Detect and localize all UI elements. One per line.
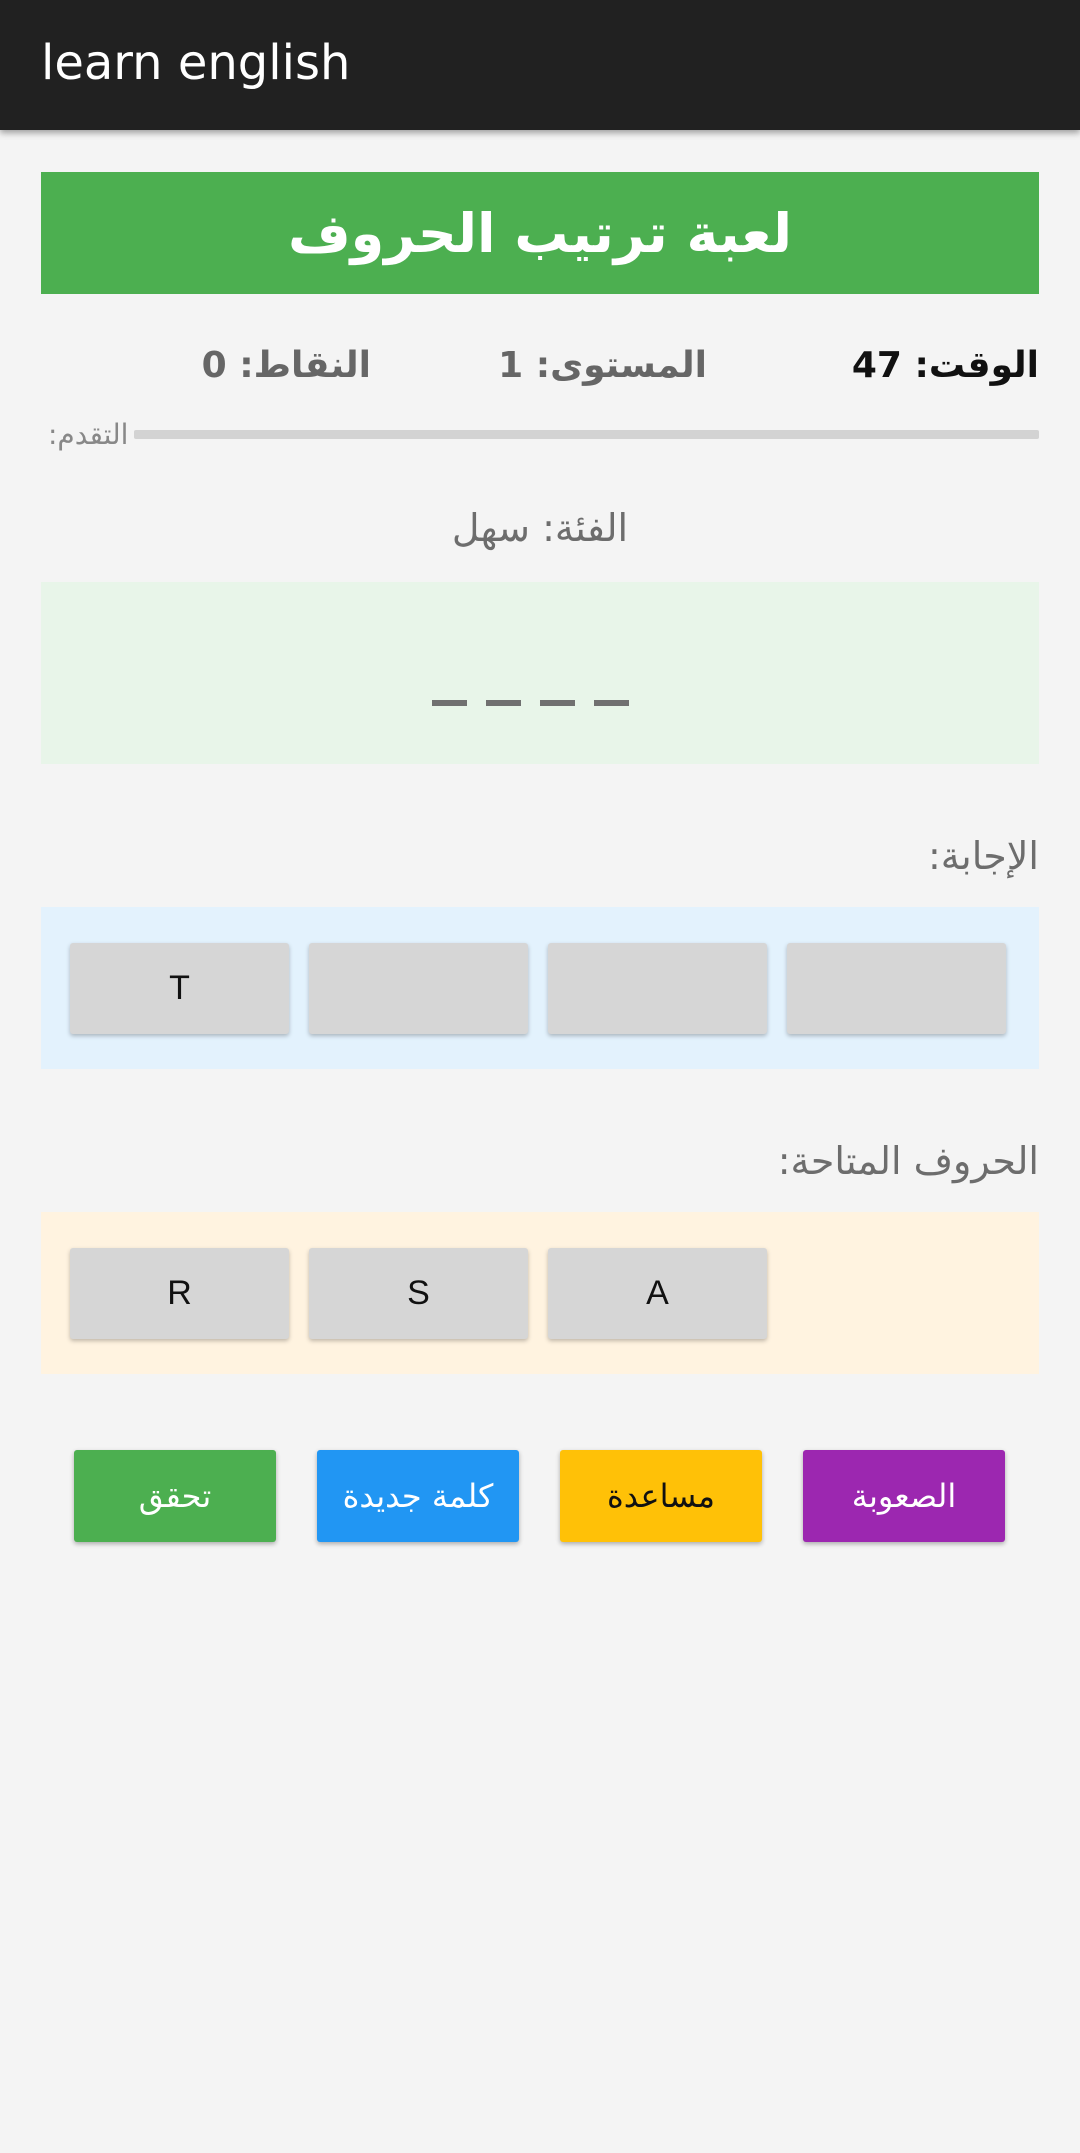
scrambled-word-area	[41, 582, 1039, 764]
points-stat	[202, 336, 371, 396]
answer-label: الإجابة:	[927, 834, 1039, 878]
time-label: الوقت:	[914, 345, 1039, 386]
app-bar	[0, 0, 1080, 130]
word-blank	[486, 700, 521, 706]
answer-area	[41, 907, 1039, 1069]
game-title-banner	[41, 172, 1039, 294]
level-value: 1	[498, 345, 524, 386]
word-blank	[540, 700, 575, 706]
word-blank	[594, 700, 629, 706]
letter-tile[interactable]: S	[309, 1248, 528, 1339]
time-stat	[852, 336, 1039, 396]
new-word-button[interactable]: كلمة جديدة	[317, 1450, 519, 1542]
answer-slot[interactable]	[787, 943, 1006, 1034]
available-letters-label: الحروف المتاحة:	[777, 1139, 1039, 1183]
category-text	[0, 498, 1080, 558]
category-value: سهل	[451, 506, 531, 550]
points-label: النقاط:	[239, 345, 371, 386]
available-letters-area	[41, 1212, 1039, 1374]
answer-slot[interactable]	[309, 943, 528, 1034]
letter-tile[interactable]: R	[70, 1248, 289, 1339]
category-label: الفئة:	[542, 506, 629, 550]
difficulty-button[interactable]: الصعوبة	[803, 1450, 1005, 1542]
answer-slot[interactable]: T	[70, 943, 289, 1034]
level-label: المستوى:	[535, 345, 707, 386]
answer-slot[interactable]	[548, 943, 767, 1034]
word-blank	[432, 700, 467, 706]
progress-bar	[134, 430, 1039, 439]
letter-tile[interactable]: A	[548, 1248, 767, 1339]
help-button[interactable]: مساعدة	[560, 1450, 762, 1542]
game-title: لعبة ترتيب الحروف	[287, 201, 793, 265]
points-value: 0	[201, 345, 227, 386]
progress-label: التقدم:	[48, 418, 129, 451]
check-button[interactable]: تحقق	[74, 1450, 276, 1542]
time-value: 47	[851, 345, 902, 386]
app-title: learn english	[41, 35, 351, 91]
word-blanks	[432, 700, 629, 706]
level-stat	[498, 336, 707, 396]
